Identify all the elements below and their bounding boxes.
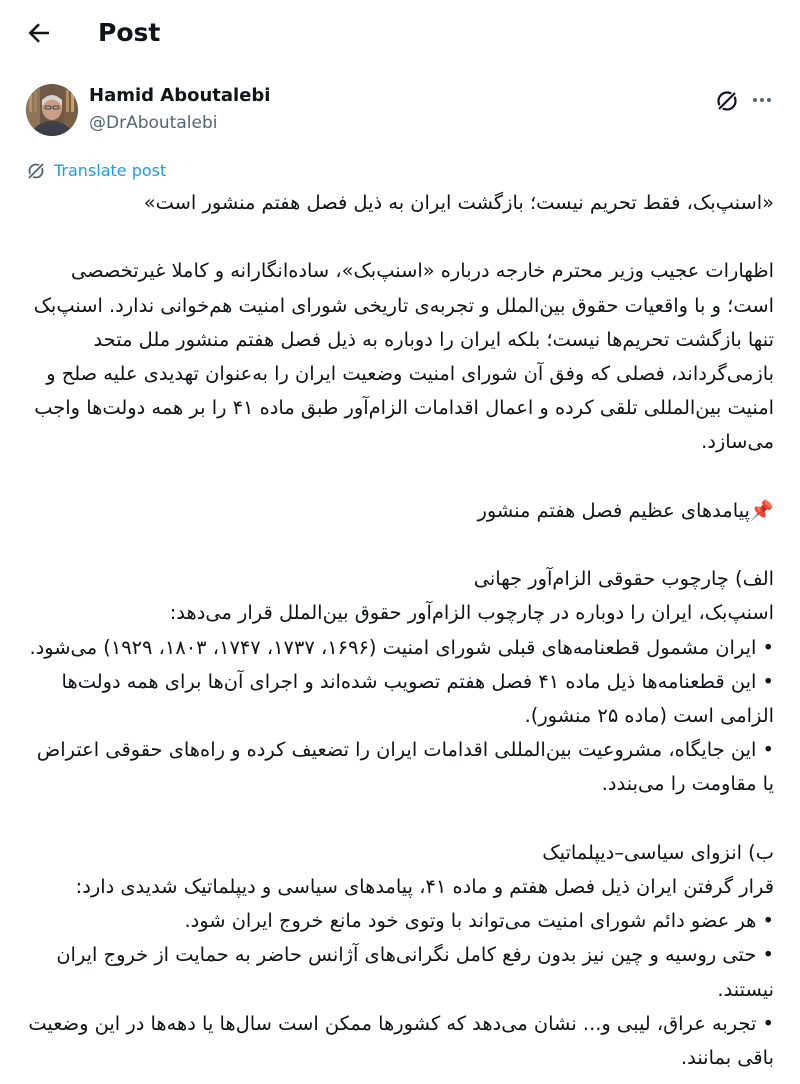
bullet-item: • تجربه عراق، لیبی و... نشان می‌دهد که کشورها ممکن است سال‌ها یا دهه‌ها در این وضعیت باقی بمانند. (22, 1011, 774, 1070)
subsection-heading: الف) چارچوب حقوقی الزام‌آور جهانی (473, 567, 774, 591)
section-heading: 📌پیامدهای عظیم فصل هفتم منشور (477, 498, 774, 522)
bullet-item: • این قطعنامه‌ها ذیل ماده ۴۱ فصل هفتم تصویب شده‌اند و اجرای آن‌ها برای همه دولت‌ها الزامی است (ماده ۲۵ منشور). (55, 669, 774, 727)
avatar[interactable] (26, 84, 78, 136)
author-name[interactable]: Hamid Aboutalebi (89, 85, 271, 106)
top-bar (0, 0, 800, 66)
translate-icon (26, 161, 46, 181)
post-paragraph: اظهارات عجیب وزیر محترم خارجه درباره «اسنپ‌بک»، ساده‌انگارانه و کاملا غیرتخصصی است؛ و با واقعیات حقوق بین‌الملل و تجربه‌ی تاریخی شورای امنیت هم‌خوانی ندارد. اسنپ‌بک تنها بازگشت تحریم‌ها نیست؛ بلکه ایران را دوباره به ذیل فصل هفتم منشور ملل متحد بازمی‌گرداند، فصلی که وفق آن شورای امنیت وضعیت ایران را به‌عنوان تهدیدی علیه صلح و امنیت بین‌المللی تلقی کرده و اعمال اقدامات الزام‌آور طبق ماده ۴۱ را بر همه دولت‌ها واجب می‌سازد. (27, 259, 774, 454)
back-arrow-icon[interactable] (24, 18, 54, 48)
post-paragraph: اسنپ‌بک، ایران را دوباره در چارچوب الزام‌آور حقوق بین‌الملل قرار می‌دهد: (169, 601, 774, 625)
spacer (26, 528, 774, 562)
translate-post-label: Translate post (54, 161, 167, 180)
bullet-item: • این جایگاه، مشروعیت بین‌المللی اقدامات ایران را تضعیف کرده و راه‌های حقوقی اعتراض یا مقاومت را می‌بندد. (30, 738, 774, 796)
author-handle[interactable]: @DrAboutalebi (89, 113, 218, 133)
grok-icon[interactable] (714, 88, 740, 114)
bullet-item: • حتی روسیه و چین نیز بدون رفع کامل نگرانی‌های آژانس حاضر به حمایت از خروج ایران نیستند. (50, 943, 774, 1001)
spacer (26, 460, 774, 494)
post-paragraph: قرار گرفتن ایران ذیل فصل هفتم و ماده ۴۱، پیامدهای سیاسی و دیپلماتیک شدیدی دارد: (75, 875, 774, 898)
bullet-item: • ایران مشمول قطعنامه‌های قبلی شورای امنیت (۱۶۹۶، ۱۷۳۷، ۱۷۴۷، ۱۸۰۳، ۱۹۲۹) می‌شود. (29, 635, 774, 659)
spacer (26, 220, 774, 254)
more-dots-icon[interactable] (752, 90, 772, 110)
post-body (22, 186, 774, 1075)
post-headline: «اسنپ‌بک، فقط تحریم نیست؛ بازگشت ایران به ذیل فصل هفتم منشور است» (143, 191, 774, 214)
subsection-heading: ب) انزوای سیاسی–دیپلماتیک (542, 840, 774, 864)
spacer (26, 802, 774, 836)
page-title: Post (98, 18, 161, 47)
bullet-item: • هر عضو دائم شورای امنیت می‌تواند با وتوی خود مانع خروج ایران شود. (184, 909, 774, 933)
